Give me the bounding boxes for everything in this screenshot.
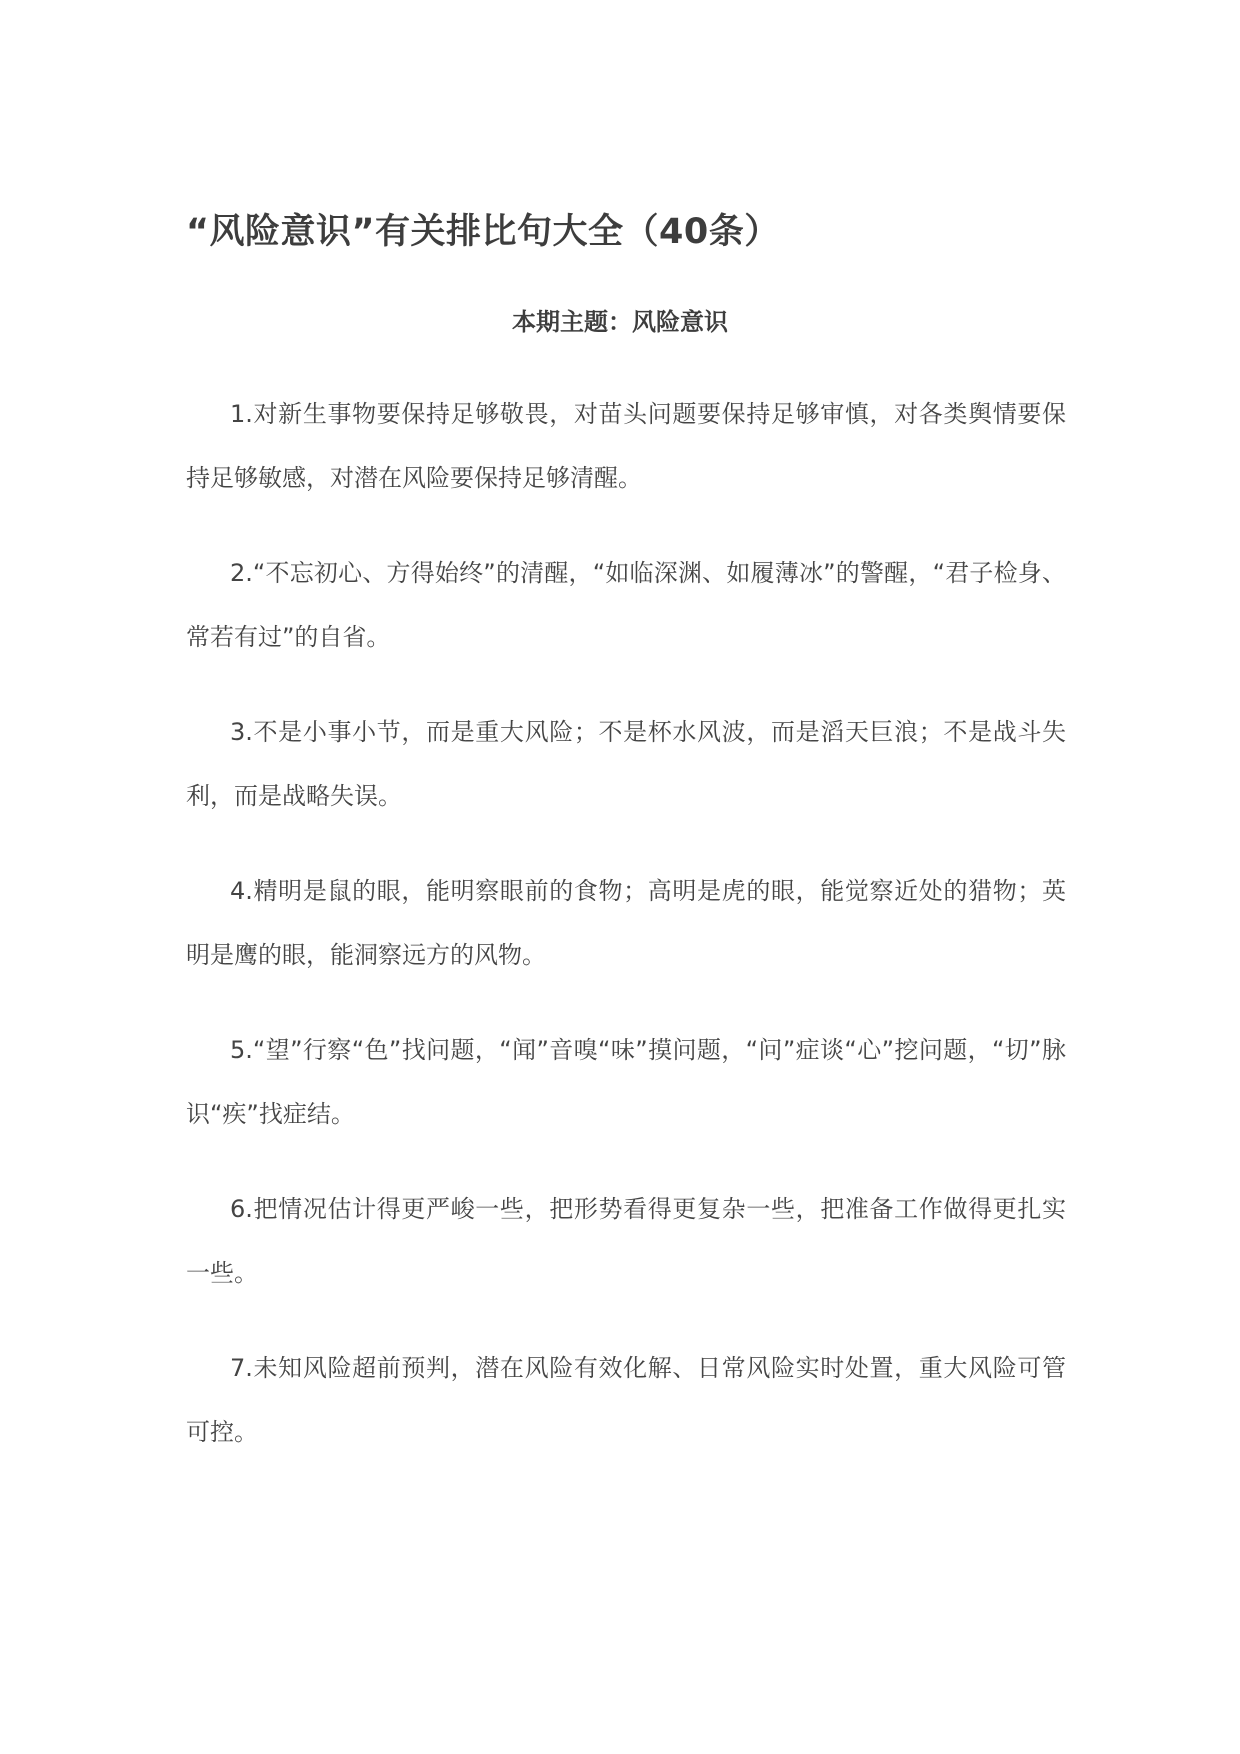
list-item: 3.不是小事小节，而是重大风险；不是杯水风波，而是滔天巨浪；不是战斗失利，而是战略失误。 <box>186 718 1066 810</box>
list-item: 2.“不忘初心、方得始终”的清醒，“如临深渊、如履薄冰”的警醒，“君子检身、常若有过”的自省。 <box>186 559 1066 651</box>
list-item: 4.精明是鼠的眼，能明察眼前的食物；高明是虎的眼，能觉察近处的猎物；英明是鹰的眼，能洞察远方的风物。 <box>186 877 1066 969</box>
document-title: “风险意识”有关排比句大全（40条） <box>186 212 780 252</box>
document-subtitle: 本期主题：风险意识 <box>512 308 728 336</box>
list-item: 1.对新生事物要保持足够敬畏，对苗头问题要保持足够审慎，对各类舆情要保持足够敏感，对潜在风险要保持足够清醒。 <box>186 400 1066 492</box>
item-list <box>186 382 1066 1495</box>
list-item: 5.“望”行察“色”找问题，“闻”音嗅“味”摸问题，“问”症谈“心”挖问题，“切”脉识“疾”找症结。 <box>186 1036 1066 1128</box>
list-item: 7.未知风险超前预判，潜在风险有效化解、日常风险实时处置，重大风险可管可控。 <box>186 1354 1066 1446</box>
list-item: 6.把情况估计得更严峻一些，把形势看得更复杂一些，把准备工作做得更扎实一些。 <box>186 1195 1066 1287</box>
